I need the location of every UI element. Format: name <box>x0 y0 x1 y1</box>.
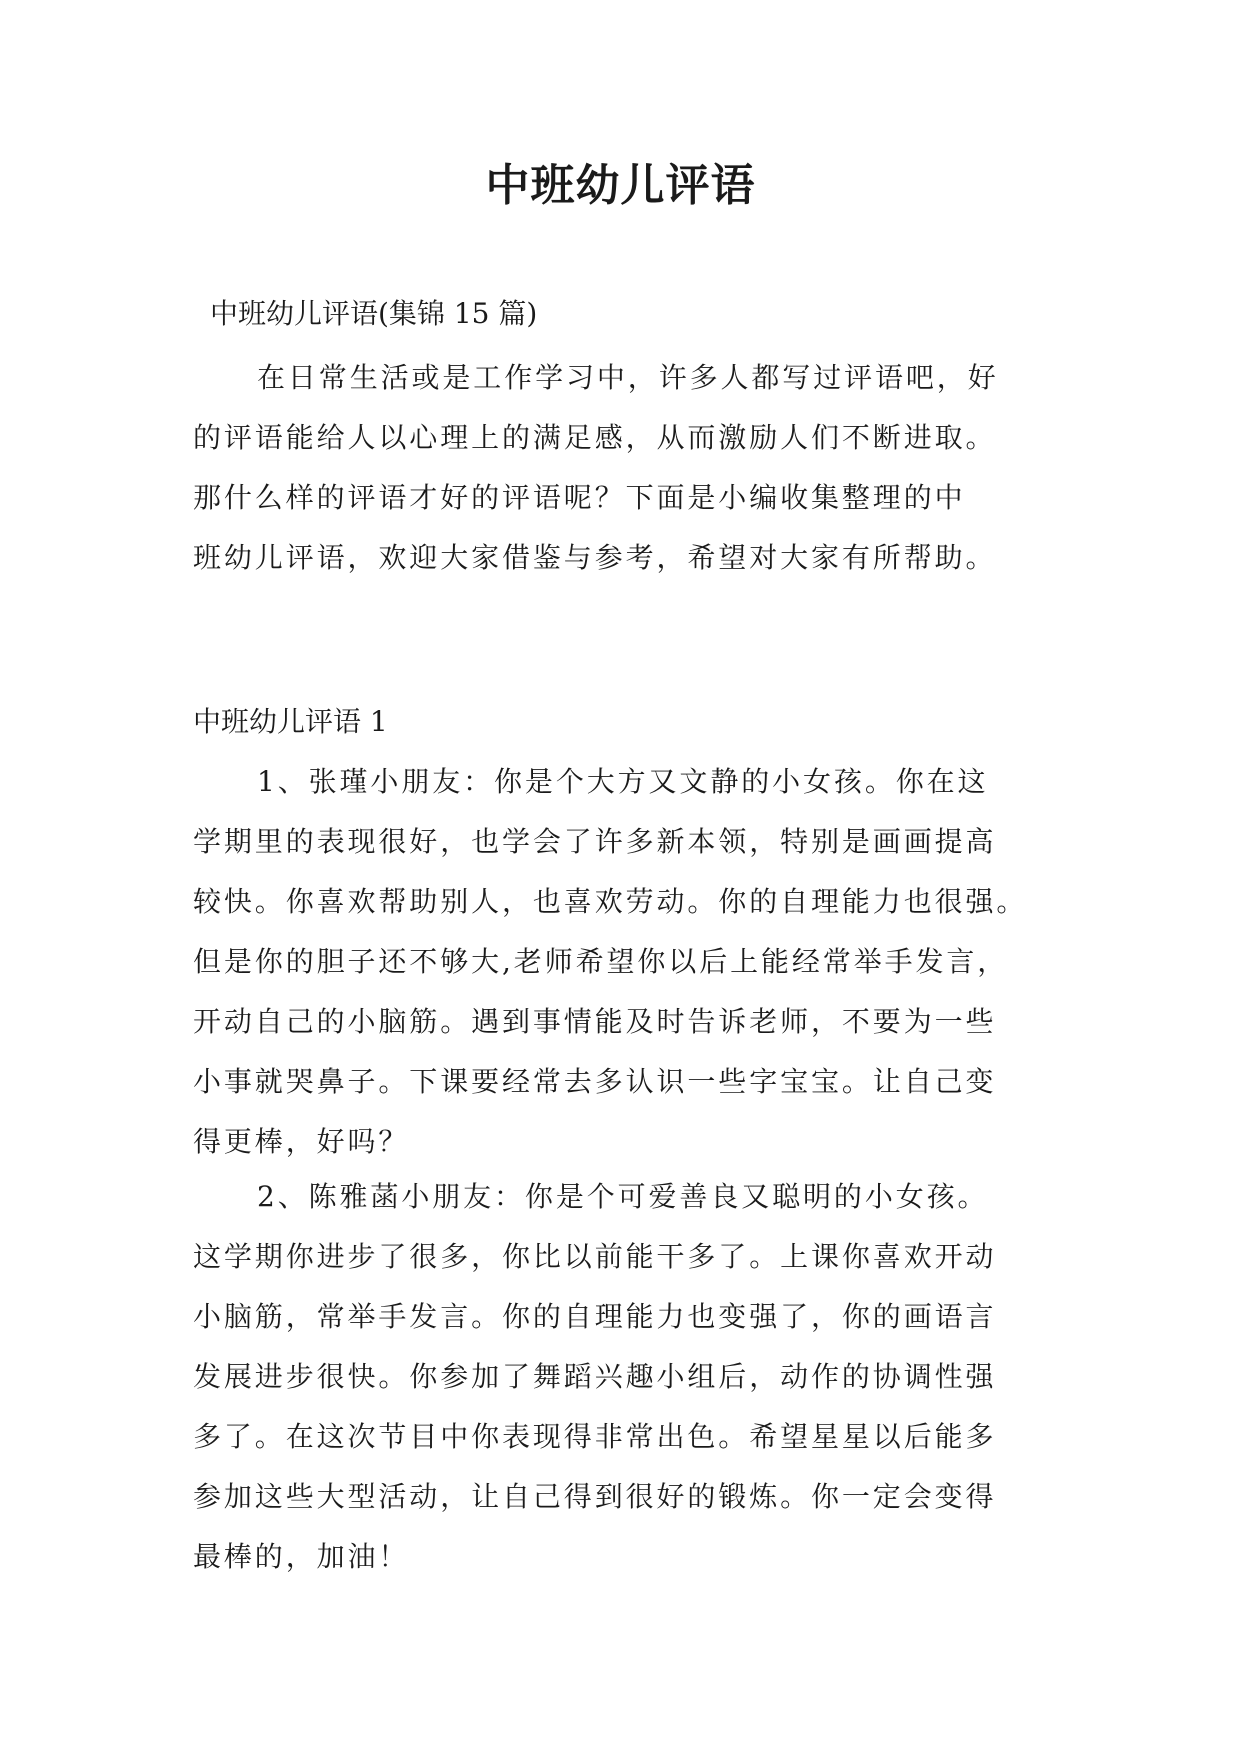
comment-line: 开动自己的小脑筋。遇到事情能及时告诉老师，不要为一些 <box>193 1005 997 1038</box>
comment-line: 1、张瑾小朋友：你是个大方又文静的小女孩。你在这 <box>257 765 989 798</box>
intro-paragraph <box>193 348 1073 588</box>
comment-line: 得更棒，好吗？ <box>193 1125 410 1158</box>
comment-line: 这学期你进步了很多，你比以前能干多了。上课你喜欢开动 <box>193 1240 997 1273</box>
comment-line: 较快。你喜欢帮助别人，也喜欢劳动。你的自理能力也很强。 <box>193 885 1028 918</box>
comment-line: 小脑筋，常举手发言。你的自理能力也变强了，你的画语言 <box>193 1300 997 1333</box>
comment-line: 2、陈雅菡小朋友：你是个可爱善良又聪明的小女孩。 <box>257 1180 989 1213</box>
intro-line: 在日常生活或是工作学习中，许多人都写过评语吧，好 <box>257 361 999 394</box>
document-title: 中班幼儿评语 <box>485 160 756 211</box>
comment-line: 发展进步很快。你参加了舞蹈兴趣小组后，动作的协调性强 <box>193 1360 997 1393</box>
comment-item-1 <box>193 752 1073 1172</box>
comment-line: 最棒的，加油！ <box>193 1540 410 1573</box>
comment-line: 参加这些大型活动，让自己得到很好的锻炼。你一定会变得 <box>193 1480 997 1513</box>
comment-line: 但是你的胆子还不够大,老师希望你以后上能经常举手发言， <box>193 945 1009 978</box>
comment-line: 小事就哭鼻子。下课要经常去多认识一些字宝宝。让自己变 <box>193 1065 997 1098</box>
document-subtitle: 中班幼儿评语(集锦 15 篇) <box>210 297 538 330</box>
section-heading: 中班幼儿评语 1 <box>193 705 388 738</box>
comment-line: 学期里的表现很好，也学会了许多新本领，特别是画画提高 <box>193 825 997 858</box>
comment-item-2 <box>193 1167 1073 1587</box>
intro-line: 那什么样的评语才好的评语呢？下面是小编收集整理的中 <box>193 481 966 514</box>
intro-line: 的评语能给人以心理上的满足感，从而激励人们不断进取。 <box>193 421 997 454</box>
intro-line: 班幼儿评语，欢迎大家借鉴与参考，希望对大家有所帮助。 <box>193 541 997 574</box>
comment-line: 多了。在这次节目中你表现得非常出色。希望星星以后能多 <box>193 1420 997 1453</box>
